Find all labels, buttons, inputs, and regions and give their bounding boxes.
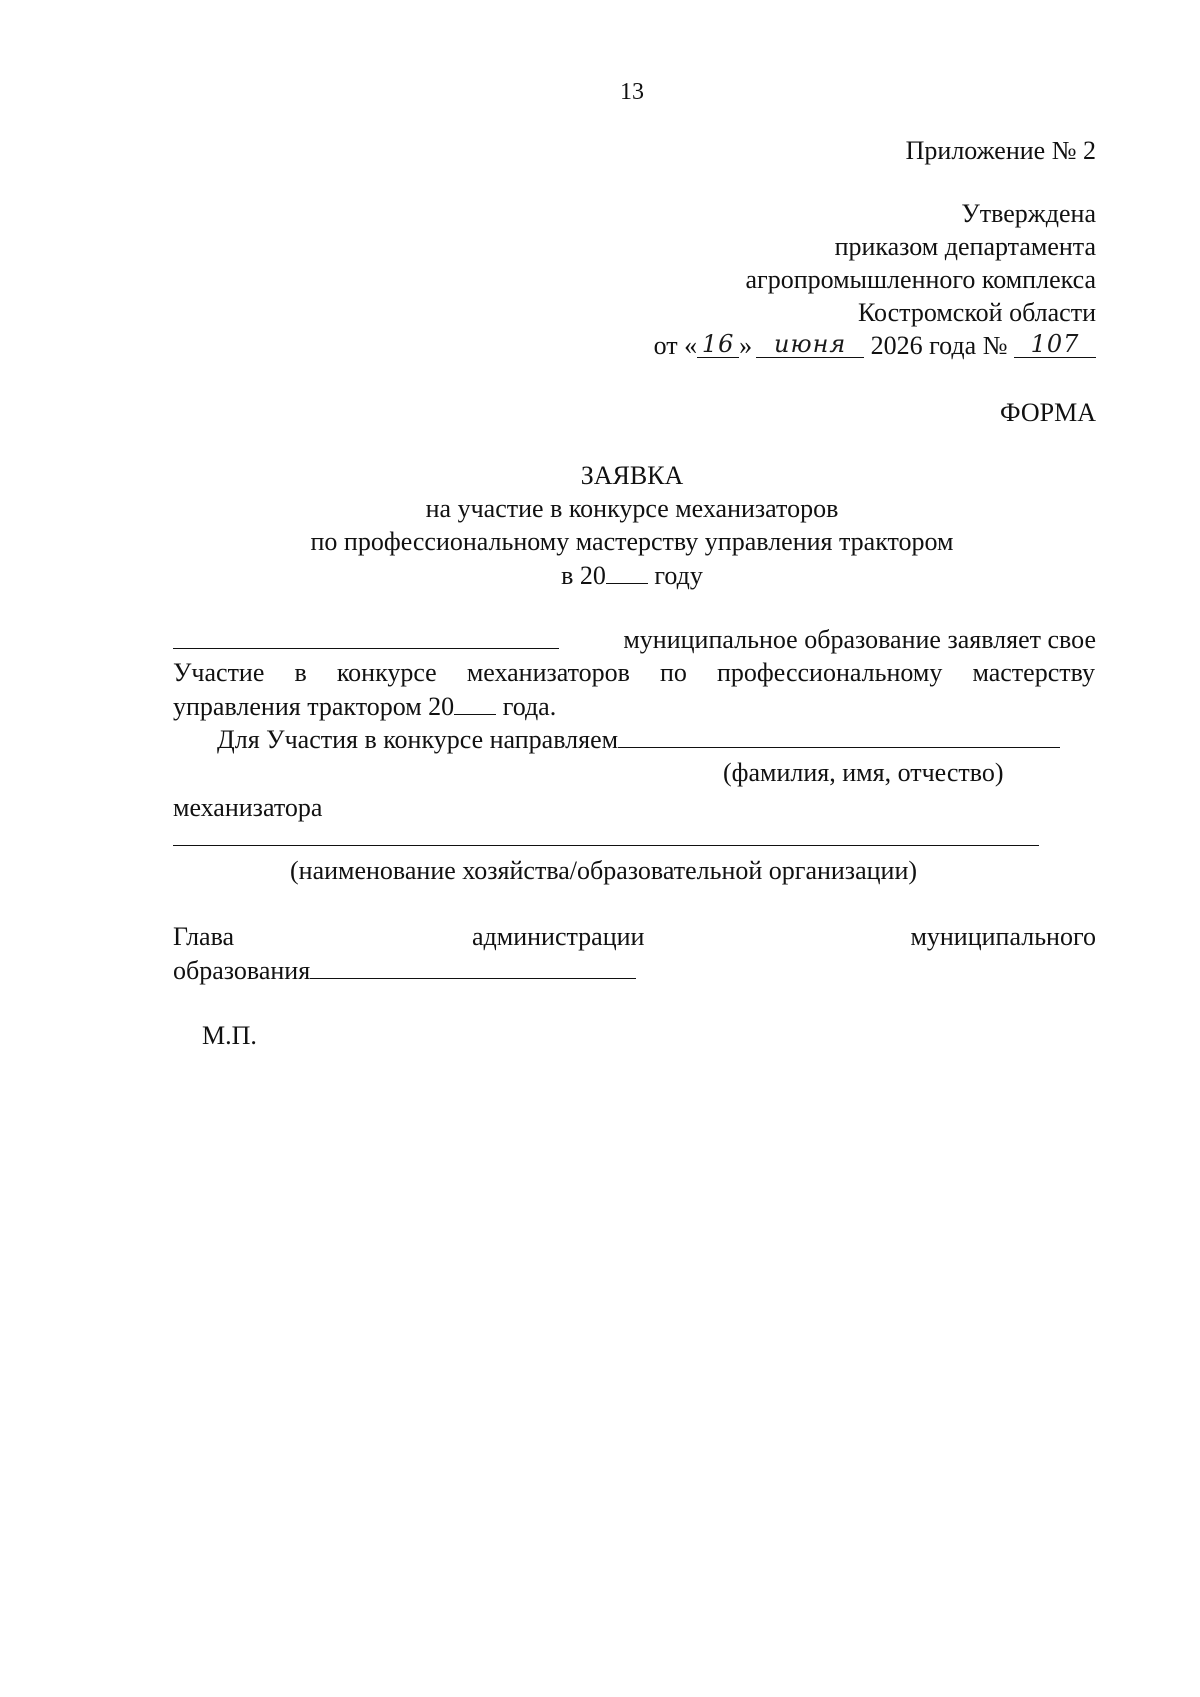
date-year-text: 2026 года № xyxy=(870,331,1008,360)
mechanic-name-blank[interactable] xyxy=(618,723,1060,748)
paragraph1-line2: Участие в конкурсе механизаторов по профессиональному мастерству xyxy=(173,658,1095,687)
doc-title: ЗАЯВКА xyxy=(580,461,684,490)
date-prefix: от « xyxy=(653,331,698,360)
date-day-handwritten: 16 xyxy=(697,331,739,358)
stamp-place: М.П. xyxy=(202,1021,257,1050)
page-number: 13 xyxy=(620,79,644,105)
year-blank[interactable] xyxy=(606,559,648,584)
signature-formation-word: образования xyxy=(173,956,311,985)
signature-word-head: Глава xyxy=(173,922,235,951)
doc-subtitle-1: на участие в конкурсе механизаторов xyxy=(425,494,839,523)
tractor-year-suffix: года. xyxy=(502,692,557,721)
signature-blank[interactable] xyxy=(310,954,636,979)
date-close-quote: » xyxy=(739,331,753,360)
order-line-3: Костромской области xyxy=(857,298,1096,327)
approved-label: Утверждена xyxy=(961,199,1096,228)
order-date-line xyxy=(654,330,1096,362)
form-label: ФОРМА xyxy=(1000,398,1096,427)
send-prefix: Для Участия в конкурсе направляем xyxy=(217,725,619,754)
year-prefix: в 20 xyxy=(561,561,606,590)
year-suffix: году xyxy=(654,561,703,590)
organization-blank[interactable] xyxy=(173,845,1039,846)
doc-subtitle-2: по профессиональному мастерству управления трактором xyxy=(310,527,954,556)
doc-subtitle-3 xyxy=(0,559,1200,592)
signature-word-municipal: муниципального xyxy=(910,922,1096,951)
municipality-blank[interactable] xyxy=(173,624,559,649)
organization-caption: (наименование хозяйства/образовательной организации) xyxy=(290,856,918,885)
signature-word-administration: администрации xyxy=(472,922,645,951)
fio-caption: (фамилия, имя, отчество) xyxy=(723,758,1004,787)
municipality-line xyxy=(173,624,559,657)
tractor-year-prefix: управления трактором 20 xyxy=(173,692,455,721)
appendix-label: Приложение № 2 xyxy=(905,136,1096,165)
signature-line xyxy=(173,954,636,987)
order-line-1: приказом департамента xyxy=(834,232,1096,261)
date-month-handwritten: июня xyxy=(756,331,864,358)
paragraph1-line1: муниципальное образование заявляет свое xyxy=(623,625,1096,654)
order-number-handwritten: 107 xyxy=(1014,331,1096,358)
order-line-2: агропромышленного комплекса xyxy=(745,265,1096,294)
mechanic-word: механизатора xyxy=(173,793,323,822)
tractor-year-blank[interactable] xyxy=(454,690,496,715)
paragraph1-line3 xyxy=(173,690,556,723)
send-line xyxy=(217,723,1060,756)
